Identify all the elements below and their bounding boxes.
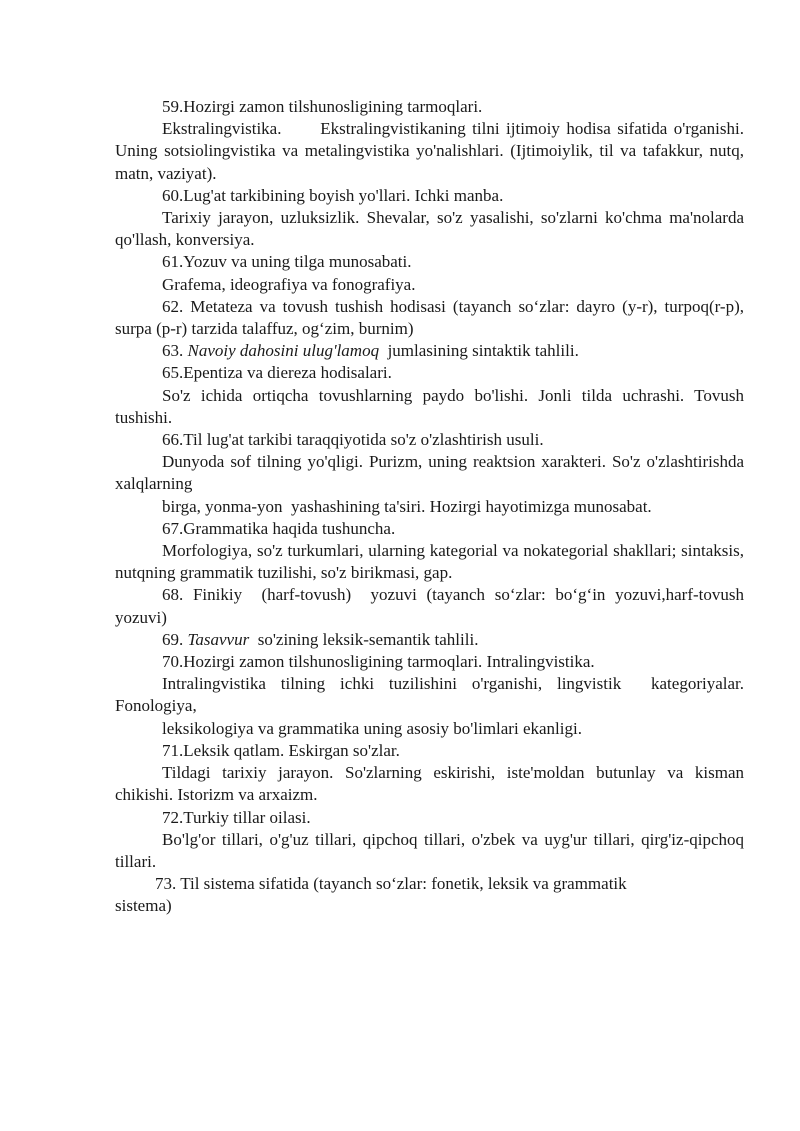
- topic-63-heading: [115, 340, 744, 362]
- topic-66-text-cont: birga, yonma-yon yashashining ta'siri. Hozirgi hayotimizga munosabat.: [162, 496, 652, 516]
- topic-63-phrase: Navoiy dahosini ulug'lamoq: [187, 341, 380, 361]
- topic-63-rest: jumlasining sintaktik tahlili.: [379, 341, 579, 361]
- topic-69-number: 69.: [162, 629, 188, 649]
- topic-61-text: Grafema, ideografiya va fonografiya.: [162, 274, 416, 294]
- topic-69-heading: [115, 629, 744, 651]
- topic-73-heading: 73. Til sistema sifatida (tayanch so‘zlar: fonetik, leksik va grammatik sistema): [115, 874, 627, 916]
- topic-61-heading: 61.Yozuv va uning tilga munosabati.: [162, 252, 412, 272]
- topic-69-rest: so'zining leksik-semantik tahlili.: [249, 629, 479, 649]
- topic-72-text: Bo'lg'or tillari, o'g'uz tillari, qipchoq tillari, o'zbek va uyg'ur tillari, qirg'iz-qipchoq tillari.: [115, 829, 744, 871]
- topic-70-heading: 70.Hozirgi zamon tilshunosligining tarmoqlari. Intralingvistika.: [162, 652, 595, 672]
- topic-63-number: 63.: [162, 341, 188, 361]
- topic-69-word: Tasavvur: [187, 629, 250, 649]
- topic-68-heading: 68. Finikiy (harf-tovush) yozuvi (tayanch so‘zlar: bo‘g‘in yozuvi,harf-tovush yozuvi): [115, 585, 749, 627]
- topic-67-heading: 67.Grammatika haqida tushuncha.: [162, 518, 396, 538]
- topic-71-text: Tildagi tarixiy jarayon. So'zlarning eskirishi, iste'moldan butunlay va kisman chikishi. Istorizm va arxaizm.: [115, 763, 744, 805]
- topic-65-text: So'z ichida ortiqcha tovushlarning paydo bo'lishi. Jonli tilda uchrashi. Tovush tushishi.: [115, 385, 744, 427]
- topic-65-heading: 65.Epentiza va diereza hodisalari.: [162, 363, 392, 383]
- topic-59-heading: 59.Hozirgi zamon tilshunosligining tarmoqlari.: [162, 97, 483, 116]
- topic-60-text: Tarixiy jarayon, uzluksizlik. Shevalar, so'z yasalishi, so'zlarni ko'chma ma'nolarda qo'llash, konversiya.: [115, 208, 744, 250]
- topic-59-text: Ekstralingvistika. Ekstralingvistikaning tilni ijtimoiy hodisa sifatida o'rganishi. Uning sotsiolingvistika va metalingvistika yo'nalishlari. (Ijtimoiylik, til va tafakkur, nutq, matn, vaziyat).: [115, 119, 749, 183]
- topic-72-heading: 72.Turkiy tillar oilasi.: [162, 807, 311, 827]
- topic-67-text: Morfologiya, so'z turkumlari, ularning kategorial va nokategorial shakllari; sintaksis, nutqning grammatik tuzilishi, so'z birikmasi, gap.: [115, 541, 744, 583]
- topic-70-text: Intralingvistika tilning ichki tuzilishini o'rganishi, lingvistik kategoriyalar. Fonologiya,: [115, 674, 749, 716]
- topic-60-heading: 60.Lug'at tarkibining boyish yo'llari. Ichki manba.: [162, 185, 504, 205]
- document-page: [115, 96, 749, 918]
- topic-62-heading: 62. Metateza va tovush tushish hodisasi (tayanch so‘zlar: dayro (y-r), turpoq(r-p), surpa (p-r) tarzida talaffuz, og‘zim, burnim): [115, 296, 744, 339]
- topic-71-heading: 71.Leksik qatlam. Eskirgan so'zlar.: [162, 740, 400, 760]
- topic-70-text-cont: leksikologiya va grammatika uning asosiy bo'limlari ekanligi.: [162, 718, 582, 738]
- topic-66-text: Dunyoda sof tilning yo'qligi. Purizm, uning reaktsion xarakteri. So'z o'zlashtirishda xalqlarning: [115, 452, 744, 494]
- topic-66-heading: 66.Til lug'at tarkibi taraqqiyotida so'z o'zlashtirish usuli.: [162, 430, 544, 450]
